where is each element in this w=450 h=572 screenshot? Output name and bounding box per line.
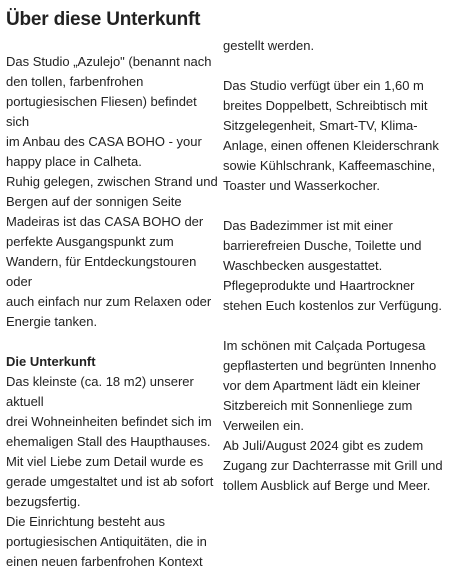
- bathroom-paragraph: Das Badezimmer ist mit einer barrierefreien Dusche, Toilette und Waschbecken ausgestattet. Pflegeprodukte und Haartrockner stehen Euch kostenlos zur Verfügung.: [223, 218, 442, 313]
- paragraph-spacer: [223, 316, 447, 336]
- paragraph-spacer: [6, 332, 218, 352]
- paragraph-spacer: [223, 196, 447, 216]
- outdoor-paragraph: Im schönen mit Calçada Portugesa gepflasterten und begrünten Innenho vor dem Apartment lädt ein kleiner Sitzbereich mit Sonnenliege zum Verweilen ein. Ab Juli/August 2024 gibt es zudem Zugang zur Dachterrasse mit Grill und tollem Ausblick auf Berge und Meer.: [223, 338, 443, 493]
- description-left-column: [6, 52, 218, 572]
- description-right-column: [223, 36, 447, 496]
- section-heading-unterkunft: Die Unterkunft: [6, 354, 96, 369]
- page-title: Über diese Unterkunft: [6, 9, 201, 30]
- equipment-paragraph: Das Studio verfügt über ein 1,60 m breites Doppelbett, Schreibtisch mit Sitzgelegenheit, Smart-TV, Klima- Anlage, einen offenen Kleiderschrank sowie Kühlschrank, Kaffeemaschine, Toaster und Wasserkocher.: [223, 78, 439, 193]
- continuation-paragraph: gestellt werden.: [223, 38, 315, 53]
- intro-paragraph: Das Studio „Azulejo" (benannt nach den tollen, farbenfrohen portugiesischen Fliesen) befindet sich im Anbau des CASA BOHO - your happy place in Calheta. Ruhig gelegen, zwischen Strand und Bergen auf der sonnigen Seite Madeiras ist das CASA BOHO der perfekte Ausgangspunkt zum Wandern, für Entdeckungstouren oder auch einfach nur zum Relaxen oder Energie tanken.: [6, 54, 218, 329]
- paragraph-spacer: [223, 56, 447, 76]
- unterkunft-paragraph: Das kleinste (ca. 18 m2) unserer aktuell drei Wohneinheiten befindet sich im ehemaligen Stall des Haupthauses. Mit viel Liebe zum Detail wurde es gerade umgestaltet und ist ab sofort bezugsfertig. Die Einrichtung besteht aus portugiesischen Antiquitäten, die in einen neuen farbenfrohen Kontext: [6, 374, 214, 569]
